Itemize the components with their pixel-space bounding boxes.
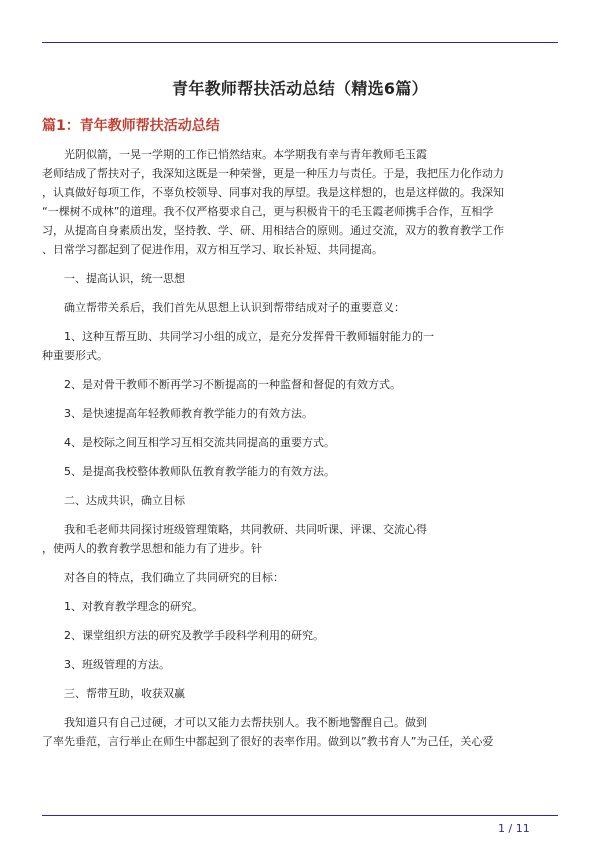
list-item	[42, 375, 562, 394]
heading-3	[42, 684, 562, 703]
paragraph-line: 3、班级管理的方法。	[64, 658, 170, 671]
paragraph-line: 4、是校际之间互相学习互相交流共同提高的重要方式。	[64, 436, 335, 449]
list-item	[42, 626, 562, 645]
paragraph	[42, 298, 562, 317]
paragraph-line: 1、这种互帮互助、共同学习小组的成立，是充分发挥骨干教师辐射能力的一	[64, 330, 434, 343]
paragraph-line: 我知道只有自己过硬，才可以又能力去帮扶别人。我不断地警醒自己。做到	[64, 716, 427, 729]
list-item	[42, 655, 562, 674]
list-item	[42, 597, 562, 616]
paragraph-line: 二、达成共识，确立目标	[64, 494, 185, 507]
paragraph-line: 习，从提高自身素质出发，坚持教、学、研、用相结合的原则。通过交流，双方的教育教学工作	[42, 224, 504, 237]
heading-2	[42, 491, 562, 510]
list-item	[42, 433, 562, 452]
paragraph-line: ，认真做好每项工作，不辜负校领导、同事对我的厚望。我是这样想的，也是这样做的。我深知	[42, 186, 504, 199]
paragraph-line: “一棵树不成林”的道理。我不仅严格要求自己，更与积极肯干的毛玉霞老师携手合作，互相学	[42, 205, 494, 218]
paragraph-line: 、日常学习都起到了促进作用，双方相互学习、取长补短、共同提高。	[42, 243, 383, 256]
paragraph-line: 三、帮带互助，收获双赢	[64, 687, 185, 700]
heading-1	[42, 269, 562, 288]
header-rule	[42, 42, 558, 43]
paragraph-line: 2、是对骨干教师不断再学习不断提高的一种监督和督促的有效方式。	[64, 378, 401, 391]
paragraph-line: 1、对教育教学理念的研究。	[64, 600, 203, 613]
document-title: 青年教师帮扶活动总结（精选6篇）	[172, 79, 428, 98]
list-item	[42, 462, 562, 481]
paragraph-line: 确立帮带关系后，我们首先从思想上认识到帮带结成对子的重要意义：	[64, 301, 405, 314]
paragraph-line: 3、是快速提高年轻教师教育教学能力的有效方法。	[64, 407, 313, 420]
paragraph-line: 对各自的特点，我们确立了共同研究的目标：	[64, 571, 284, 584]
paragraph-line: ，使两人的教育教学思想和能力有了进步。针	[42, 542, 262, 555]
paragraph-line: 5、是提高我校整体教师队伍教育教学能力的有效方法。	[64, 465, 335, 478]
paragraph-line: 一、提高认识，统一思想	[64, 272, 185, 285]
list-item	[42, 327, 562, 365]
paragraph-line: 光阴似箭，一晃一学期的工作已悄然结束。本学期我有幸与青年教师毛玉霞	[64, 148, 427, 161]
page-number: 1 / 11	[498, 822, 530, 835]
paragraph-line: 老师结成了帮扶对子，我深知这既是一种荣誉，更是一种压力与责任。于是，我把压力化作动力	[42, 167, 504, 180]
paragraph-line: 种重要形式。	[42, 349, 108, 362]
paragraph	[42, 520, 562, 558]
paragraph-line: 了率先垂范，言行举止在师生中都起到了很好的表率作用。做到以”教书育人”为己任，关心爱	[42, 735, 494, 748]
paragraph	[42, 145, 562, 259]
paragraph	[42, 713, 562, 751]
list-item	[42, 404, 562, 423]
paragraph	[42, 568, 562, 587]
paragraph-line: 2、课堂组织方法的研究及教学手段科学利用的研究。	[64, 629, 324, 642]
paragraph-line: 我和毛老师共同探讨班级管理策略，共同教研、共同听课、评课、交流心得	[64, 523, 427, 536]
section-title: 篇1：青年教师帮扶活动总结	[42, 118, 220, 134]
footer-rule	[42, 815, 558, 816]
document-body	[42, 145, 562, 761]
